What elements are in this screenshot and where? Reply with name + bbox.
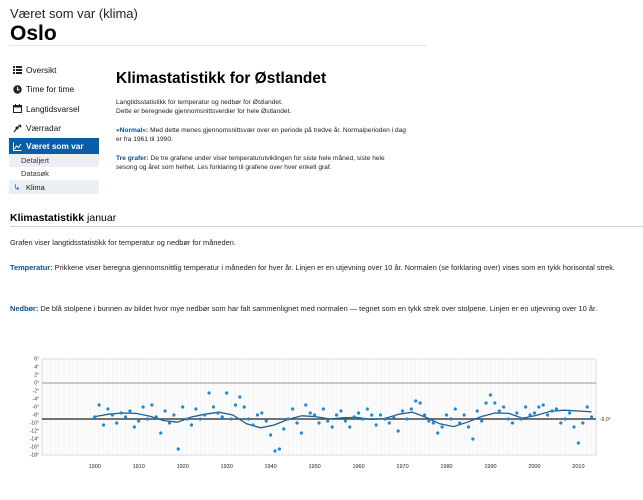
- temperature-point: [273, 449, 276, 452]
- graphs-term: Tre grafer:: [116, 154, 149, 162]
- temperature-point: [238, 395, 241, 398]
- y-tick-label: 2°: [34, 372, 39, 379]
- x-tick-label: 1900: [88, 464, 101, 470]
- temperature-point: [555, 407, 558, 410]
- intro-line-1: Langtidsstatistikk for temperatur og nedbør for Østlandet.: [116, 99, 283, 106]
- temperature-point: [498, 409, 501, 412]
- temperature-point: [265, 419, 268, 422]
- temperature-point: [432, 421, 435, 424]
- x-tick-label: 1990: [484, 464, 497, 470]
- sidebar-subitem-detaljert[interactable]: Detaljert: [9, 154, 99, 167]
- temperature-point: [520, 417, 523, 420]
- temperature-point: [559, 421, 562, 424]
- sidebar-item-label: Klima: [26, 182, 45, 192]
- temperature-point: [581, 421, 584, 424]
- temperature-point: [458, 421, 461, 424]
- x-tick-label: 1980: [440, 464, 453, 470]
- precipitation-term: Nedbør:: [10, 304, 39, 313]
- temperature-point: [207, 391, 210, 394]
- temperature-point: [177, 447, 180, 450]
- temperature-point: [106, 407, 109, 410]
- temperature-point: [300, 431, 303, 434]
- temperature-point: [462, 413, 465, 416]
- y-tick-label: -4°: [32, 396, 39, 403]
- temperature-point: [405, 417, 408, 420]
- temperature-point: [326, 419, 329, 422]
- temperature-point: [304, 403, 307, 406]
- y-tick-label: -2°: [32, 388, 39, 395]
- x-tick-label: 1920: [176, 464, 189, 470]
- temperature-point: [313, 413, 316, 416]
- temperature-point: [322, 407, 325, 410]
- temperature-point: [436, 431, 439, 434]
- temperature-point: [229, 417, 232, 420]
- temperature-point: [260, 411, 263, 414]
- temperature-explanation: [10, 263, 643, 273]
- temperature-point: [102, 423, 105, 426]
- temperature-point: [515, 411, 518, 414]
- temperature-point: [586, 405, 589, 408]
- temperature-point: [251, 423, 254, 426]
- temperature-point: [392, 415, 395, 418]
- section-heading-month: januar: [84, 212, 117, 224]
- y-tick-label: -16°: [29, 444, 39, 451]
- sidebar-item-oversikt[interactable]: [9, 60, 99, 80]
- temperature-point: [467, 425, 470, 428]
- temperature-point: [564, 417, 567, 420]
- sidebar-subitem-datasok[interactable]: Datasøk: [21, 169, 49, 178]
- temperature-point: [164, 409, 167, 412]
- temperature-point: [511, 421, 514, 424]
- x-tick-label: 1970: [396, 464, 409, 470]
- intro-content: [116, 70, 406, 172]
- temperature-point: [357, 411, 360, 414]
- x-tick-label: 2010: [572, 464, 585, 470]
- main-heading: Klimastatistikk for Østlandet: [116, 70, 327, 87]
- temperature-point: [146, 417, 149, 420]
- temperature-point: [168, 421, 171, 424]
- temperature-point: [172, 413, 175, 416]
- temperature-point: [401, 409, 404, 412]
- temperature-point: [221, 415, 224, 418]
- temperature-chart: [0, 355, 643, 500]
- y-tick-label: 6°: [34, 356, 39, 363]
- temperature-point: [194, 407, 197, 410]
- temperature-point: [366, 407, 369, 410]
- temperature-point: [199, 417, 202, 420]
- temperature-point: [216, 411, 219, 414]
- temperature-point: [256, 413, 259, 416]
- temperature-point: [568, 411, 571, 414]
- temperature-point: [278, 447, 281, 450]
- temperature-point: [287, 417, 290, 420]
- normal-term: «Normal»:: [116, 126, 149, 134]
- x-tick-label: 1910: [132, 464, 145, 470]
- clock-icon: [12, 84, 22, 94]
- temperature-point: [572, 425, 575, 428]
- temperature-point: [410, 407, 413, 410]
- temperature-point: [353, 415, 356, 418]
- temperature-point: [155, 415, 158, 418]
- temperature-point: [537, 405, 540, 408]
- temperature-point: [454, 407, 457, 410]
- temperature-point: [546, 413, 549, 416]
- x-tick-label: 1940: [264, 464, 277, 470]
- temperature-term: Temperatur:: [10, 263, 53, 272]
- temperature-point: [419, 401, 422, 404]
- temperature-point: [124, 415, 127, 418]
- section-heading-bold: Klimastatistikk: [10, 212, 85, 224]
- temperature-point: [339, 409, 342, 412]
- section-intro: Grafen viser langtidsstatistikk for temperatur og nedbør for måneden.: [10, 238, 236, 247]
- temperature-point: [502, 405, 505, 408]
- temperature-point: [234, 403, 237, 406]
- temperature-point: [120, 411, 123, 414]
- arrow-return-icon: ↳: [13, 182, 21, 192]
- temperature-point: [370, 413, 373, 416]
- sidebar-item-vaerradar[interactable]: [9, 119, 99, 139]
- temperature-point: [414, 399, 417, 402]
- sidebar-item-label: Langtidsvarsel: [26, 103, 80, 114]
- graphs-text: De tre grafene under viser temperaturutviklingen for siste hele måned, siste hele sesong og året som helhet. Les forklaring til grafene over hver enkelt graf.: [116, 154, 385, 172]
- temperature-point: [282, 427, 285, 430]
- temperature-point: [533, 411, 536, 414]
- y-tick-label: 0°: [34, 380, 39, 387]
- sidebar-item-label: Værradar: [26, 123, 62, 134]
- temperature-point: [111, 413, 114, 416]
- x-tick-label: 2000: [528, 464, 541, 470]
- temperature-point: [344, 419, 347, 422]
- y-tick-label: -18°: [29, 452, 39, 459]
- temperature-point: [309, 411, 312, 414]
- temperature-point: [93, 415, 96, 418]
- temperature-point: [361, 417, 364, 420]
- radar-icon: [12, 123, 22, 133]
- list-icon: [12, 65, 22, 75]
- temperature-point: [489, 393, 492, 396]
- temperature-point: [243, 405, 246, 408]
- calendar-icon: [12, 104, 22, 114]
- temperature-point: [137, 419, 140, 422]
- temperature-point: [449, 417, 452, 420]
- temperature-point: [471, 437, 474, 440]
- y-tick-label: -10°: [29, 420, 39, 427]
- temperature-point: [375, 423, 378, 426]
- sidebar-item-vaeret-som-var[interactable]: [9, 138, 99, 154]
- normal-text: Med dette menes gjennomsnittsvær over en periode på tredve år. Normalperioden i dag er fra 1961 til 1990.: [116, 126, 406, 144]
- temperature-point: [269, 433, 272, 436]
- temperature-point: [423, 413, 426, 416]
- temperature-point: [528, 413, 531, 416]
- temperature-point: [212, 405, 215, 408]
- chart-icon: [12, 141, 22, 151]
- temperature-point: [590, 415, 593, 418]
- temperature-point: [142, 405, 145, 408]
- precipitation-explanation: [10, 304, 643, 314]
- y-tick-label: -8°: [32, 412, 39, 419]
- page-title: Oslo: [10, 22, 57, 45]
- sidebar-item-label: Oversikt: [26, 64, 57, 75]
- temperature-point: [388, 421, 391, 424]
- section-divider: [10, 226, 643, 227]
- temperature-point: [524, 405, 527, 408]
- temperature-point: [383, 417, 386, 420]
- title-divider: [10, 45, 426, 46]
- temperature-point: [550, 409, 553, 412]
- temperature-point: [291, 407, 294, 410]
- temperature-point: [225, 391, 228, 394]
- temperature-point: [181, 405, 184, 408]
- y-tick-label: -14°: [29, 436, 39, 443]
- temperature-point: [115, 421, 118, 424]
- precipitation-text: De blå stolpene i bunnen av bildet hvor mye nedbør som har falt sammenlignet med normalen — tegnet som en tykk strek over stolpene. Linjen er en utjevning over 10 år.: [38, 304, 598, 313]
- temperature-point: [185, 417, 188, 420]
- y-tick-label: -6°: [32, 404, 39, 411]
- temperature-point: [480, 419, 483, 422]
- x-tick-label: 1930: [220, 464, 233, 470]
- temperature-point: [484, 401, 487, 404]
- intro-line-2: Dette er beregnede gjennomsnittsverdier for hele Østlandet.: [116, 108, 292, 116]
- temperature-point: [190, 423, 193, 426]
- temperature-point: [577, 441, 580, 444]
- temperature-point: [506, 417, 509, 420]
- temperature-point: [445, 413, 448, 416]
- temperature-point: [476, 409, 479, 412]
- temperature-point: [348, 425, 351, 428]
- sidebar-item-label: Time for time: [26, 84, 75, 95]
- temperature-point: [247, 417, 250, 420]
- graphs-paragraph: [116, 154, 406, 173]
- sidebar-item-langtidsvarsel[interactable]: [9, 99, 99, 119]
- y-tick-label: -12°: [29, 428, 39, 435]
- x-tick-label: 1960: [352, 464, 365, 470]
- x-tick-label: 1950: [308, 464, 321, 470]
- temperature-point: [379, 413, 382, 416]
- sidebar-item-time-for-time[interactable]: [9, 80, 99, 100]
- temperature-point: [331, 425, 334, 428]
- normal-paragraph: [116, 126, 406, 145]
- sidebar-item-klima[interactable]: [9, 180, 99, 194]
- temperature-point: [203, 413, 206, 416]
- temperature-point: [133, 425, 136, 428]
- temperature-point: [317, 421, 320, 424]
- temperature-point: [128, 409, 131, 412]
- temperature-point: [397, 429, 400, 432]
- temperature-point: [427, 419, 430, 422]
- temperature-point: [441, 425, 444, 428]
- y-tick-label: 4°: [34, 364, 39, 371]
- temperature-text: Prikkene viser beregna gjennomsnittlig temperatur i måneden for hver år. Linjen er en utjevning over 10 år. Normalen (se forklaring over) vises som en tykk horisontal strek.: [52, 263, 615, 272]
- temperature-point: [98, 403, 101, 406]
- temperature-point: [335, 413, 338, 416]
- temperature-point: [159, 431, 162, 434]
- page-pretitle: Været som var (klima): [10, 6, 138, 21]
- temperature-point: [150, 403, 153, 406]
- normal-value-label: -9,0°: [600, 417, 611, 423]
- section-heading: [10, 212, 116, 224]
- sidebar: [9, 60, 99, 194]
- temperature-point: [493, 401, 496, 404]
- temperature-point: [295, 421, 298, 424]
- temperature-point: [542, 403, 545, 406]
- sidebar-item-label: Været som var: [26, 141, 84, 151]
